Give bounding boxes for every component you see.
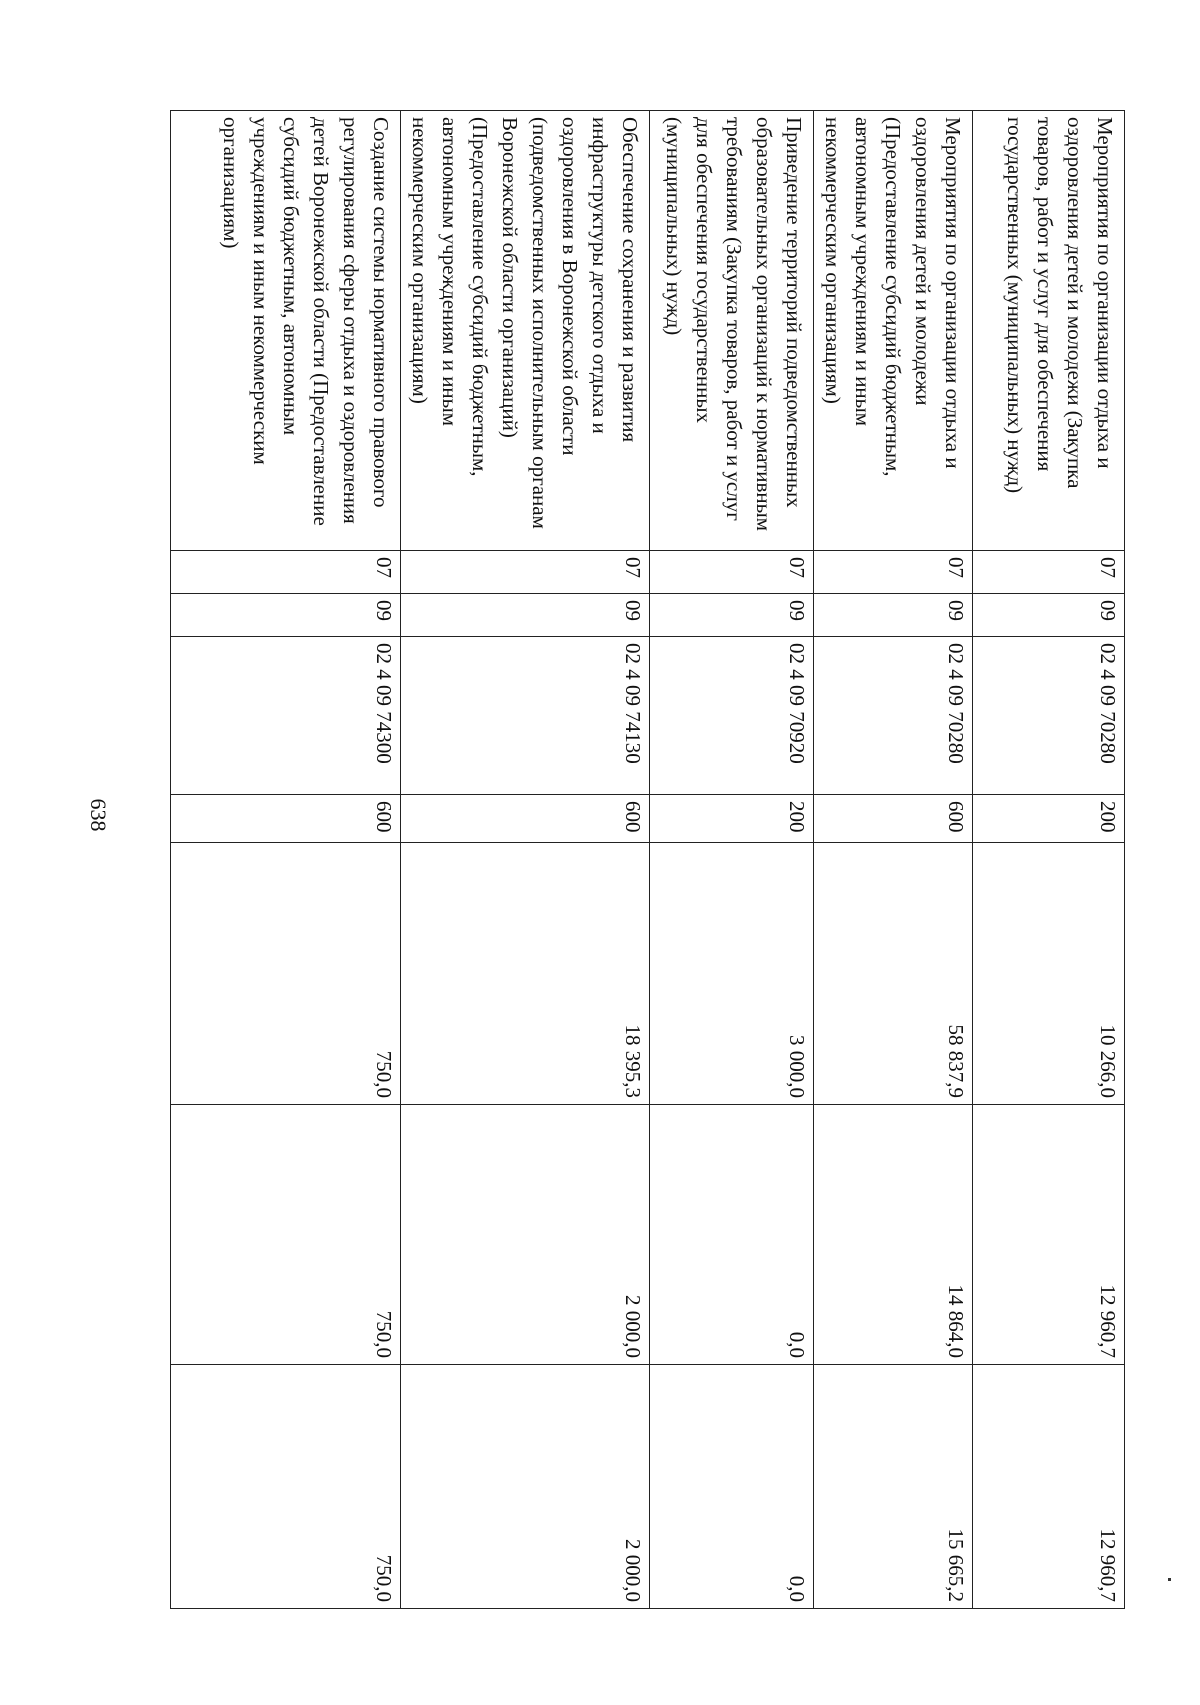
amount-2: 2 000,0 bbox=[401, 1105, 650, 1365]
row-description: Обеспечение сохранения и развития инфраструктуры детского отдыха и оздоровления в Воронежской области (подведомственных исполнительным органам Воронежской области организаций) (Предоставление субсидий бюджетным, автономным учреждениям и иным некоммерческим организациям) bbox=[401, 111, 650, 551]
table-row bbox=[650, 111, 814, 1609]
amount-3: 0,0 bbox=[650, 1365, 814, 1609]
rotated-table-container bbox=[203, 110, 1125, 1602]
target-article-code: 02 4 09 70280 bbox=[814, 637, 973, 795]
target-article-code: 02 4 09 70280 bbox=[973, 637, 1125, 795]
amount-1: 18 395,3 bbox=[401, 843, 650, 1105]
amount-2: 12 960,7 bbox=[973, 1105, 1125, 1365]
amount-3: 2 000,0 bbox=[401, 1365, 650, 1609]
amount-2: 14 864,0 bbox=[814, 1105, 973, 1365]
row-description: Приведение территорий подведомственных образовательных организаций к нормативным требованиям (Закупка товаров, работ и услуг для обеспечения государственных (муниципальных) нужд) bbox=[650, 111, 814, 551]
amount-2: 750,0 bbox=[171, 1105, 401, 1365]
subsection-code: 09 bbox=[814, 594, 973, 637]
budget-table bbox=[170, 110, 1125, 1609]
amount-1: 3 000,0 bbox=[650, 843, 814, 1105]
subsection-code: 09 bbox=[171, 594, 401, 637]
subsection-code: 09 bbox=[650, 594, 814, 637]
amount-1: 750,0 bbox=[171, 843, 401, 1105]
section-code: 07 bbox=[401, 551, 650, 594]
section-code: 07 bbox=[973, 551, 1125, 594]
amount-1: 58 837,9 bbox=[814, 843, 973, 1105]
table-row bbox=[973, 111, 1125, 1609]
row-description: Мероприятия по организации отдыха и оздоровления детей и молодежи (Закупка товаров, работ и услуг для обеспечения государственных (муниципальных) нужд) bbox=[973, 111, 1125, 551]
expense-type-code: 600 bbox=[171, 795, 401, 843]
table-row bbox=[171, 111, 401, 1609]
expense-type-code: 200 bbox=[650, 795, 814, 843]
amount-3: 12 960,7 bbox=[973, 1365, 1125, 1609]
table-row bbox=[401, 111, 650, 1609]
amount-3: 750,0 bbox=[171, 1365, 401, 1609]
expense-type-code: 600 bbox=[814, 795, 973, 843]
row-description: Создание системы нормативного правового регулирования сферы отдыха и оздоровления детей Воронежской области (Предоставление субсидий бюджетным, автономным учреждениям и иным некоммерческим организациям) bbox=[171, 111, 401, 551]
section-code: 07 bbox=[814, 551, 973, 594]
target-article-code: 02 4 09 74300 bbox=[171, 637, 401, 795]
amount-2: 0,0 bbox=[650, 1105, 814, 1365]
expense-type-code: 600 bbox=[401, 795, 650, 843]
section-code: 07 bbox=[171, 551, 401, 594]
target-article-code: 02 4 09 70920 bbox=[650, 637, 814, 795]
amount-3: 15 665,2 bbox=[814, 1365, 973, 1609]
row-description: Мероприятия по организации отдыха и оздоровления детей и молодежи (Предоставление субсидий бюджетным, автономным учреждениям и иным некоммерческим организациям) bbox=[814, 111, 973, 551]
page-number: 638 bbox=[86, 798, 111, 832]
table-row bbox=[814, 111, 973, 1609]
scan-speck bbox=[1168, 1578, 1171, 1581]
section-code: 07 bbox=[650, 551, 814, 594]
expense-type-code: 200 bbox=[973, 795, 1125, 843]
amount-1: 10 266,0 bbox=[973, 843, 1125, 1105]
target-article-code: 02 4 09 74130 bbox=[401, 637, 650, 795]
subsection-code: 09 bbox=[401, 594, 650, 637]
subsection-code: 09 bbox=[973, 594, 1125, 637]
